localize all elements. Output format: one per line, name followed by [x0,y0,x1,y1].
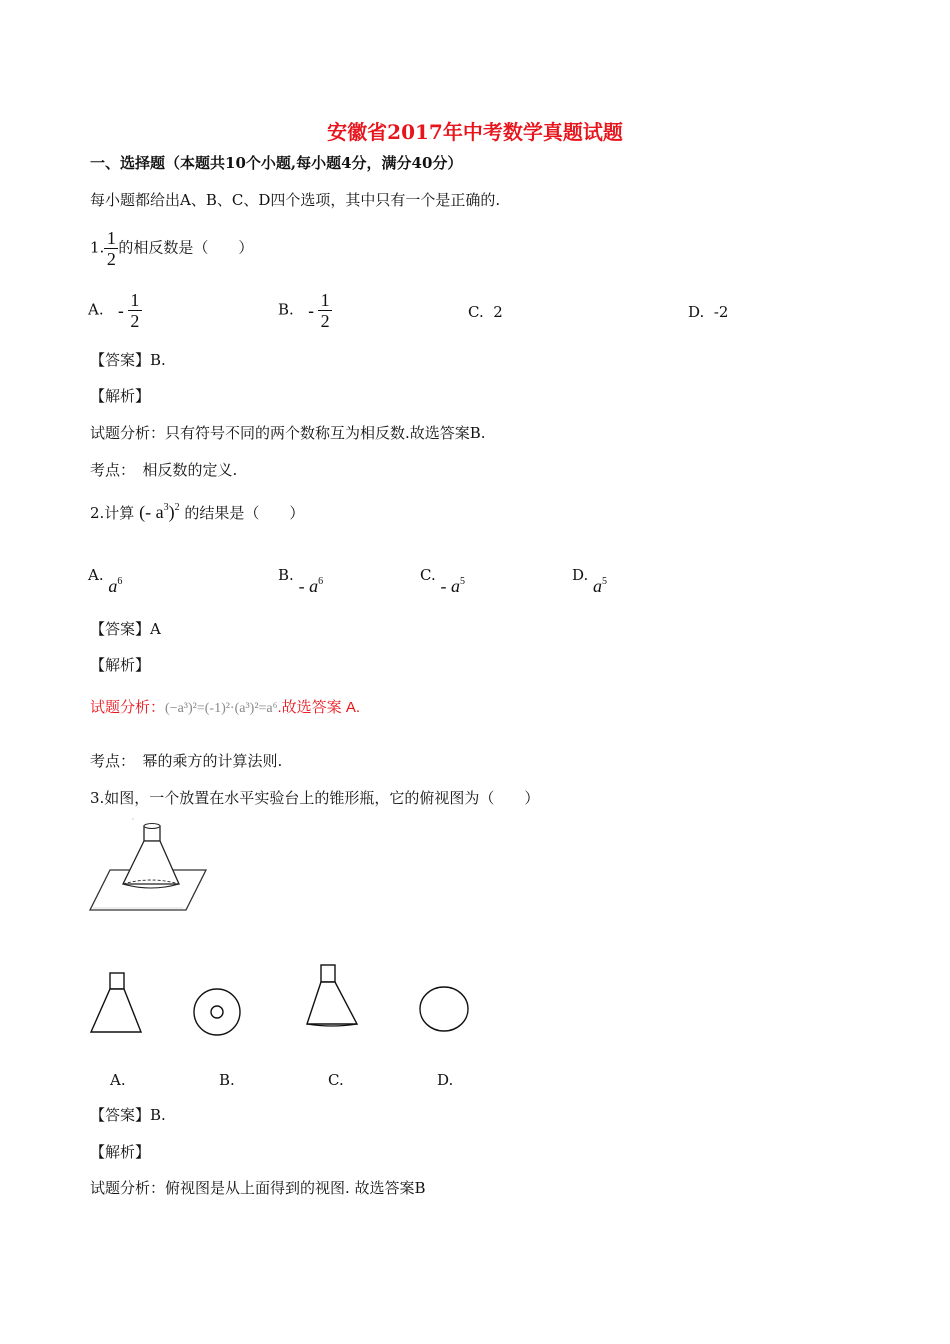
option-c-flask-side-view [305,962,363,1032]
q3-option-c-label: C. [328,1071,344,1089]
q2-analysis-heading: 【解析】 [90,656,151,674]
q1-option-d: D. -2 [688,303,729,321]
q1-option-a: A. - $\frac{1}{2}$ [88,290,142,331]
q1-analysis: 试题分析：只有符号不同的两个数称互为相反数.故选答案B. [90,424,486,442]
q2-answer: 【答案】A [90,620,161,638]
q1-number: 1. [90,238,105,257]
q3-option-b-label: B. [219,1071,235,1089]
q2-option-b: B. - $a^6$ [278,566,324,596]
q3-answer: 【答案】B. [90,1106,166,1124]
option-d-circle [418,984,470,1034]
q1-stem: 的相反数是（ ） [118,238,254,257]
section-heading: 一、选择题（本题共10个小题,每小题4分，满分40分） [90,154,463,172]
q1-kaodian: 考点： 相反数的定义. [90,461,238,479]
q2-analysis: 试题分析：(−a³)²=(-1)²·(a³)²=a⁶.故选答案 A. [90,699,361,716]
q2-option-a: A. $a^6$ [88,566,123,596]
q1-analysis-heading: 【解析】 [90,387,151,405]
flask-on-table-figure [88,818,213,918]
page-title: 安徽省2017年中考数学真题试题 [327,120,623,144]
q3-option-a-label: A. [110,1071,126,1089]
instructions: 每小题都给出A、B、C、D四个选项，其中只有一个是正确的. [90,191,501,209]
question-3: 3.如图，一个放置在水平实验台上的锥形瓶，它的俯视图为（ ） [90,789,540,807]
question-1 [90,228,253,269]
q2-expression: (- $a^3)^2$ [139,502,180,522]
q1-option-b: B. - $\frac{1}{2}$ [278,290,332,331]
q3-analysis: 试题分析：俯视图是从上面得到的视图. 故选答案B [90,1179,426,1197]
q2-analysis-formula: (−a³)²=(-1)²·(a³)²=a⁶ [165,701,278,716]
q2-option-d: D. $a^5$ [572,566,608,596]
q1-answer: 【答案】B. [90,351,166,369]
q1-option-c: C. 2 [468,303,503,321]
option-a-flask-side-view [88,970,146,1035]
option-b-concentric-circles [191,986,243,1038]
q2-kaodian: 考点： 幂的乘方的计算法则. [90,752,283,770]
q2-option-c: C. - $a^5$ [420,566,465,596]
q3-analysis-heading: 【解析】 [90,1143,151,1161]
question-2: 2.计算 (- $a^3)^2$ 的结果是（ ） [90,502,305,522]
q1-fraction: $\frac{1}{2}$ [104,228,118,269]
q3-option-d-label: D. [437,1071,454,1089]
